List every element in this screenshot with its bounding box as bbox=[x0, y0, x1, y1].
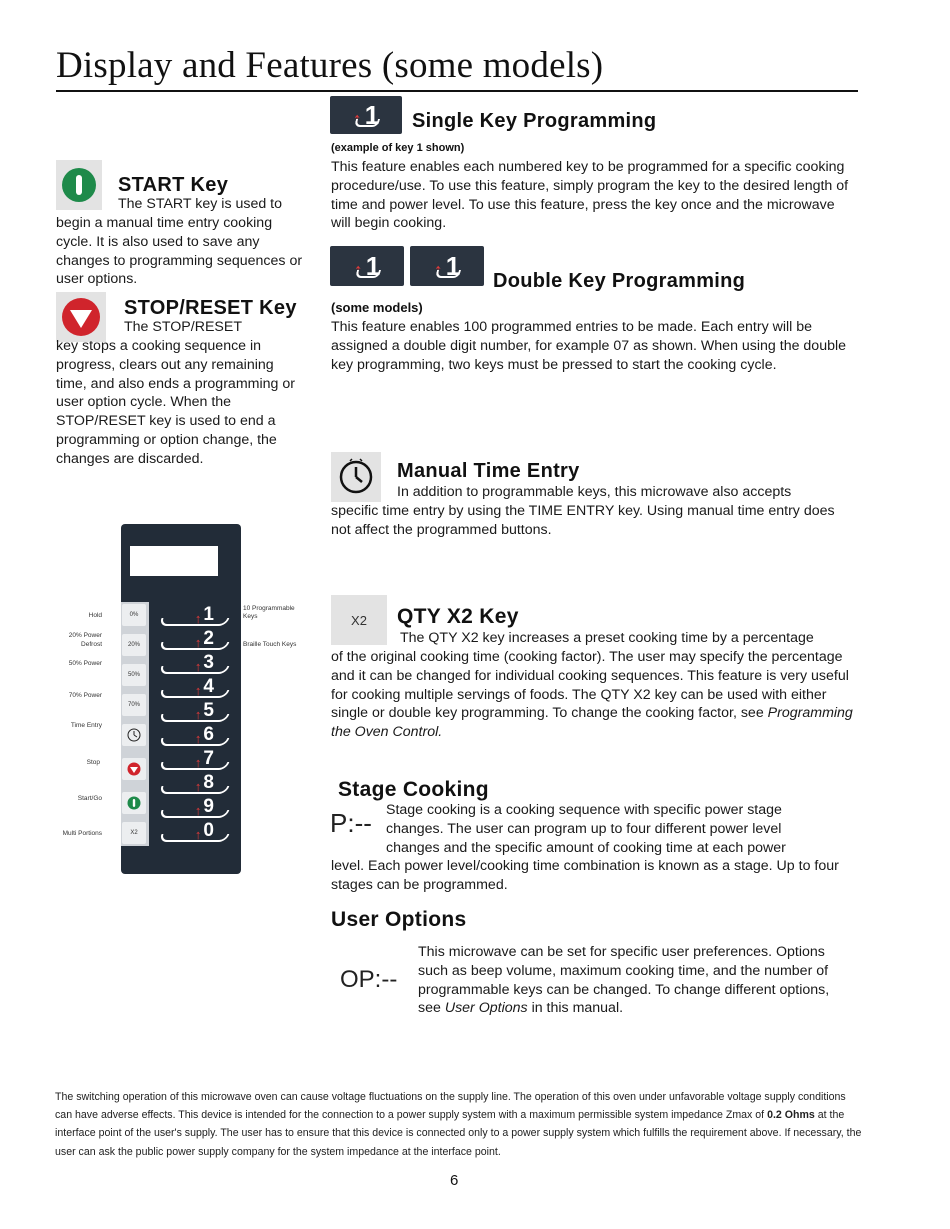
panel-key-2[interactable]: ↑ 2 bbox=[160, 626, 230, 650]
double-subheading: (some models) bbox=[331, 300, 423, 315]
start-body: begin a manual time entry cooking cycle. It is also used to save any changes to programming sequences or user options. bbox=[56, 215, 303, 288]
panel-label-70-power: 70% Power bbox=[68, 692, 102, 699]
qty-body bbox=[331, 648, 861, 742]
clock-icon bbox=[336, 457, 376, 497]
footer-impedance: 0.2 Ohms bbox=[767, 1109, 815, 1122]
double-heading: Double Key Programming bbox=[493, 270, 746, 292]
qty-icon-box bbox=[331, 595, 387, 645]
panel-key-1[interactable]: ↑ 1 bbox=[160, 602, 230, 626]
panel-key-9[interactable]: ↑ 9 bbox=[160, 794, 230, 818]
panel-button-stop[interactable] bbox=[122, 758, 146, 780]
stage-heading: Stage Cooking bbox=[338, 778, 489, 801]
panel-key-4[interactable]: ↑ 4 bbox=[160, 674, 230, 698]
double-key-icon-2: ↑ 1 bbox=[433, 251, 461, 281]
single-body: This feature enables each numbered key to be programmed for a specific cooking procedure/use. To use this feature, simply program the key to the desired length of time and power level. To use this feature, press the key once and the microwave will begin cooking. bbox=[331, 159, 849, 232]
start-heading: START Key bbox=[118, 174, 229, 196]
manual-body: specific time entry by using the TIME ENTRY key. Using manual time entry does not affect the programmed buttons. bbox=[331, 503, 835, 538]
panel-stop-icon bbox=[127, 762, 141, 776]
user-options-body bbox=[418, 943, 854, 1018]
panel-key-2-label: 2 bbox=[203, 628, 214, 649]
qty-body-reference: Programming the Oven Control. bbox=[331, 705, 853, 741]
stop-body-first: The STOP/RESET bbox=[124, 319, 243, 335]
panel-label-defrost: Defrost bbox=[81, 641, 102, 648]
stop-heading: STOP/RESET Key bbox=[124, 297, 297, 319]
stop-icon-box bbox=[56, 292, 106, 342]
footer-text-b: at the interface point of the user's supply. The user has to ensure that this device is connected only to a power supply system which fulfills the requirement above. If necessary, the user can ask the public power supply company for the system impedance at the interface point. bbox=[55, 1109, 862, 1158]
qty-body-first: The QTY X2 key increases a preset cooking time by a percentage bbox=[400, 630, 814, 646]
stage-display: P:-- bbox=[330, 808, 372, 838]
single-key-badge bbox=[330, 96, 402, 134]
panel-button-defrost-label: 20% bbox=[127, 642, 140, 648]
panel-key-4-label: 4 bbox=[203, 676, 214, 697]
panel-button-70-power-label: 70% bbox=[127, 702, 140, 708]
double-key-number-2: 1 bbox=[445, 251, 461, 281]
panel-button-50-power-label: 50% bbox=[127, 672, 140, 678]
stage-body-first: Stage cooking is a cooking sequence with specific power stage changes. The user can program up to four different power level changes and the specific amount of cooking time at each power bbox=[386, 802, 786, 856]
manual-body-first: In addition to programmable keys, this microwave also accepts bbox=[397, 484, 792, 500]
stop-icon bbox=[61, 297, 101, 337]
qty-heading: QTY X2 Key bbox=[397, 605, 519, 628]
panel-key-1-label: 1 bbox=[203, 604, 214, 625]
panel-button-start[interactable] bbox=[122, 792, 146, 814]
double-key-badge-1 bbox=[330, 246, 404, 286]
panel-key-6-label: 6 bbox=[203, 724, 214, 745]
time-entry-icon-box bbox=[331, 452, 381, 502]
single-heading: Single Key Programming bbox=[412, 110, 657, 132]
panel-label-hold: Hold bbox=[88, 612, 102, 619]
user-options-body-end: in this manual. bbox=[527, 1000, 624, 1017]
panel-button-hold[interactable] bbox=[122, 604, 146, 626]
panel-key-0[interactable]: ↑ 0 bbox=[160, 818, 230, 842]
panel-label-20-power: 20% Power bbox=[68, 632, 102, 639]
user-options-display: OP:-- bbox=[340, 966, 398, 993]
single-subheading: (example of key 1 shown) bbox=[331, 142, 465, 154]
start-icon bbox=[61, 167, 97, 203]
footer-note bbox=[55, 1088, 865, 1161]
user-options-heading: User Options bbox=[331, 908, 467, 931]
panel-key-5-label: 5 bbox=[203, 700, 214, 721]
user-options-body-text: This microwave can be set for specific user preferences. Options such as beep volume, maximum cooking time, and the number of programmable keys can be changed. To change different options, see bbox=[418, 944, 830, 1017]
user-options-reference: User Options bbox=[444, 1000, 528, 1017]
panel-key-5[interactable]: ↑ 5 bbox=[160, 698, 230, 722]
double-key-number-1: 1 bbox=[365, 251, 381, 281]
panel-label-braille: Braille Touch Keys bbox=[243, 641, 297, 648]
panel-button-time-entry[interactable] bbox=[122, 724, 146, 746]
panel-button-column bbox=[121, 602, 149, 846]
page-title: Display and Features (some models) bbox=[56, 45, 604, 86]
panel-key-3-label: 3 bbox=[203, 652, 214, 673]
qty-icon: X2 bbox=[351, 612, 367, 628]
panel-button-hold-label: 0% bbox=[129, 612, 139, 618]
stop-body: key stops a cooking sequence in progress, clears out any remaining time, and also ends a programming or user option cycle. When the STOP/RESET key is used to end a programming or option change, the changes are discarded. bbox=[56, 338, 295, 467]
panel-label-time-entry: Time Entry bbox=[70, 722, 102, 729]
panel-button-70-power[interactable] bbox=[122, 694, 146, 716]
qty-body-text: of the original cooking time (cooking factor). The user may specify the percentage and it can be changed for individual cooking sequences. This feature is very useful for cooking multiple servings of foods. The QTY X2 key can be used with either single or double key programming. To change the cooking factor, see bbox=[331, 649, 849, 722]
page-number: 6 bbox=[450, 1172, 459, 1189]
double-body: This feature enables 100 programmed entries to be made. Each entry will be assigned a double digit number, for example 07 as shown. When using the double key programming, two keys must be pressed to start the cooking cycle. bbox=[331, 319, 847, 373]
panel-display bbox=[130, 546, 218, 576]
manual-heading: Manual Time Entry bbox=[397, 460, 580, 482]
panel-key-7-label: 7 bbox=[203, 748, 214, 769]
panel-button-50-power[interactable] bbox=[122, 664, 146, 686]
footer-text-a: The switching operation of this microwave oven can cause voltage fluctuations on the supply line. The operation of this oven under unfavorable voltage supply conditions can have adverse effects. This device is intended for the connection to a power supply system with a maximum permissible system impedance Zmax of bbox=[55, 1091, 846, 1122]
panel-key-7[interactable]: ↑ 7 bbox=[160, 746, 230, 770]
panel-key-3[interactable]: ↑ 3 bbox=[160, 650, 230, 674]
stage-body: level. Each power level/cooking time combination is known as a stage. Up to four stages can be programmed. bbox=[331, 858, 839, 893]
single-key-number: 1 bbox=[364, 100, 380, 130]
title-rule bbox=[56, 90, 858, 92]
panel-label-multi-portions: Multi Portions bbox=[62, 830, 102, 837]
panel-button-defrost[interactable] bbox=[122, 634, 146, 656]
panel-label-programmable-keys: 10 Programmable Keys bbox=[243, 605, 295, 620]
panel-key-0-label: 0 bbox=[203, 820, 214, 841]
start-icon-box bbox=[56, 160, 102, 210]
panel-clock-icon bbox=[127, 728, 141, 742]
double-key-icon-1: ↑ 1 bbox=[353, 251, 381, 281]
start-body-first: The START key is used to bbox=[118, 196, 283, 212]
single-key-icon: ↑ 1 bbox=[352, 100, 380, 130]
double-key-badge-2 bbox=[410, 246, 484, 286]
panel-key-8-label: 8 bbox=[203, 772, 214, 793]
panel-label-stop: Stop bbox=[86, 759, 100, 766]
panel-start-icon bbox=[127, 796, 141, 810]
panel-label-start-go: Start/Go bbox=[77, 795, 102, 802]
panel-key-9-label: 9 bbox=[203, 796, 214, 817]
panel-button-multi-portions-label: X2 bbox=[130, 830, 138, 836]
panel-key-8[interactable]: ↑ 8 bbox=[160, 770, 230, 794]
panel-key-6[interactable]: ↑ 6 bbox=[160, 722, 230, 746]
panel-button-multi-portions[interactable] bbox=[122, 822, 146, 844]
panel-label-50-power: 50% Power bbox=[68, 660, 102, 667]
